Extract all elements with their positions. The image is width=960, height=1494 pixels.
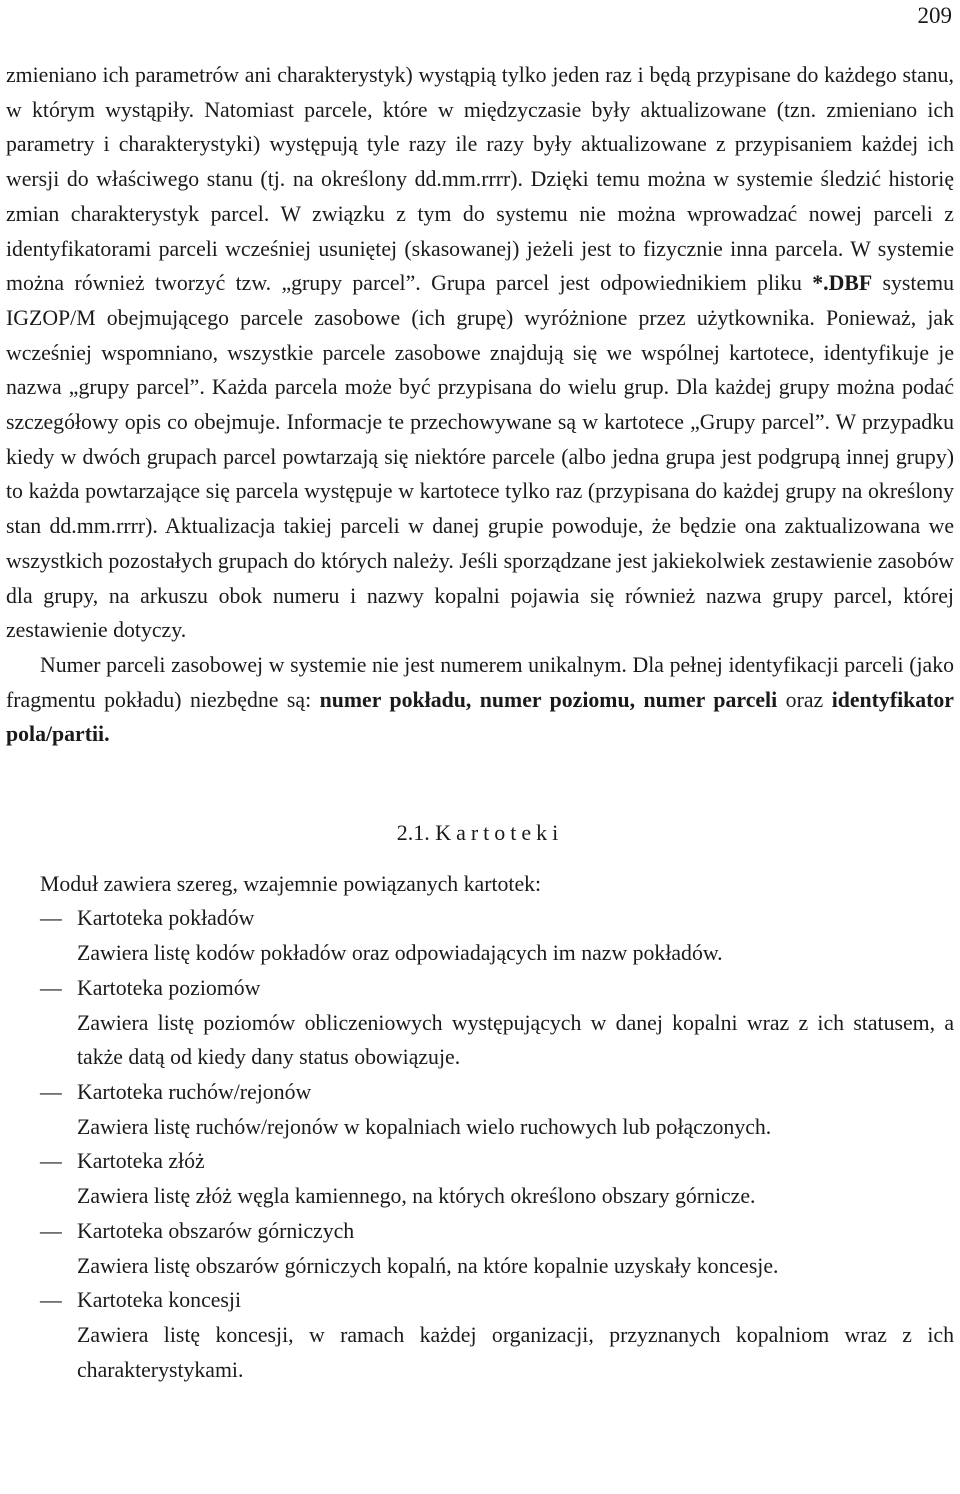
list-item-title xyxy=(40,1144,954,1179)
list-item-title-text: Kartoteka pokładów xyxy=(77,906,255,931)
dash-bullet: — xyxy=(40,1288,62,1313)
section-number: 2.1. xyxy=(396,820,430,846)
list-item-desc: Zawiera listę obszarów górniczych kopalń, na które kopalnie uzyskały koncesje. xyxy=(77,1253,779,1278)
list-item-title xyxy=(40,1283,954,1318)
list-item-title-text: Kartoteka złóż xyxy=(77,1149,205,1174)
section-heading xyxy=(6,816,954,851)
list-item-title-text: Kartoteka obszarów górniczych xyxy=(77,1218,355,1243)
list-item-title xyxy=(40,1075,954,1110)
list-item-desc: Zawiera listę koncesji, w ramach każdej organizacji, przyznanych kopalniom wraz z ich charakterystykami. xyxy=(77,1322,954,1382)
list-item xyxy=(40,971,954,1075)
page-content xyxy=(6,58,954,1387)
paragraph-2-bold-a: numer pokładu, numer poziomu, numer parceli xyxy=(319,687,778,712)
paragraph-2-text-a: Numer parceli zasobowej w systemie nie jest numerem unikalnym. Dla pełnej identyfikacji parceli (jako fragmentu pokładu) niezbędne są: xyxy=(6,652,954,712)
list-item-title xyxy=(40,971,954,1006)
paragraph-1-bold-dbf: *.DBF xyxy=(812,271,873,296)
list-item-title xyxy=(40,1214,954,1249)
list-item-desc: Zawiera listę poziomów obliczeniowych występujących w danej kopalni wraz z ich statusem, a także datą od kiedy dany status obowiązuje. xyxy=(77,1010,954,1070)
paragraph-2-text-b: oraz xyxy=(777,687,832,712)
paragraph-1 xyxy=(6,58,954,648)
paragraph-2-bold-b: identyfikator pola/partii. xyxy=(6,687,954,747)
dash-bullet: — xyxy=(40,906,62,931)
intro-text: Moduł zawiera szereg, wzajemnie powiązanych kartotek: xyxy=(40,871,542,896)
list-item-title xyxy=(40,901,954,936)
dash-bullet: — xyxy=(40,1079,62,1104)
paragraph-1-text-b: systemu IGZOP/M obejmującego parcele zasobowe (ich grupę) wyróżnione przez użytkownika. Ponieważ, jak wcześniej wspomniano, wszystkie parcele zasobowe znajdują się we wspólnej kartotece, identyfikuje je nazwa „grupy parcel”. Każda parcela może być przypisana do wielu grup. Dla każdej grupy można podać szczegółowy opis co obejmuje. Informacje te przechowywane są w kartotece „Grupy parcel”. W przypadku kiedy w dwóch grupach parcel powtarzają się niektóre parcele (albo jedna grupa jest podgrupą innej grupy) to każda powtarzające się parcela występuje w kartotece tylko raz (przypisana do każdej grupy na określony stan dd.mm.rrrr). Aktualizacja takiej parceli w danej grupie powoduje, że będzie ona zaktualizowana we wszystkich pozostałych grupach do których należy. Jeśli sporządzane jest jakiekolwiek zestawienie zasobów dla grupy, na arkuszu obok numeru i nazwy kopalni pojawia się również nazwa grupy parcel, której zestawienie dotyczy. xyxy=(6,271,954,643)
dash-bullet: — xyxy=(40,975,62,1000)
list-item xyxy=(40,1144,954,1213)
list-item-desc: Zawiera listę ruchów/rejonów w kopalniach wielo ruchowych lub połączonych. xyxy=(77,1114,772,1139)
dash-bullet: — xyxy=(40,1218,62,1243)
dash-bullet: — xyxy=(40,1149,62,1174)
list-item-title-text: Kartoteka koncesji xyxy=(77,1288,242,1313)
list-item xyxy=(40,901,954,970)
list-item xyxy=(40,1283,954,1387)
section-title: Kartoteki xyxy=(435,820,564,846)
list-item xyxy=(40,1214,954,1283)
list-item-title-text: Kartoteka ruchów/rejonów xyxy=(77,1079,312,1104)
list-item xyxy=(40,1075,954,1144)
list-item-desc: Zawiera listę złóż węgla kamiennego, na których określono obszary górnicze. xyxy=(77,1184,756,1209)
paragraph-1-text-a: zmieniano ich parametrów ani charakterystyk) wystąpią tylko jeden raz i będą przypisane do każdego stanu, w którym wystąpiły. Natomiast parcele, które w międzyczasie były aktualizowane (tzn. zmieniano ich parametry i charakterystyki) występują tyle razy ile razy były aktualizowane z przypisaniem każdej ich wersji do właściwego stanu (tj. na określony dd.mm.rrrr). Dzięki temu można w systemie śledzić historię zmian charakterystyk parcel. W związku z tym do systemu nie można wprowadzać nowej parceli z identyfikatorami parceli wcześniej usuniętej (skasowanej) jeżeli jest to fizycznie inna parcela. W systemie można również tworzyć tzw. „grupy parcel”. Grupa parcel jest odpowiednikiem pliku xyxy=(6,63,954,296)
list-item-title-text: Kartoteka poziomów xyxy=(77,975,261,1000)
paragraph-2 xyxy=(6,648,954,752)
page-number: 209 xyxy=(917,3,952,28)
list-item-desc: Zawiera listę kodów pokładów oraz odpowiadających im nazw pokładów. xyxy=(77,941,723,966)
kartoteki-list xyxy=(6,901,954,1387)
